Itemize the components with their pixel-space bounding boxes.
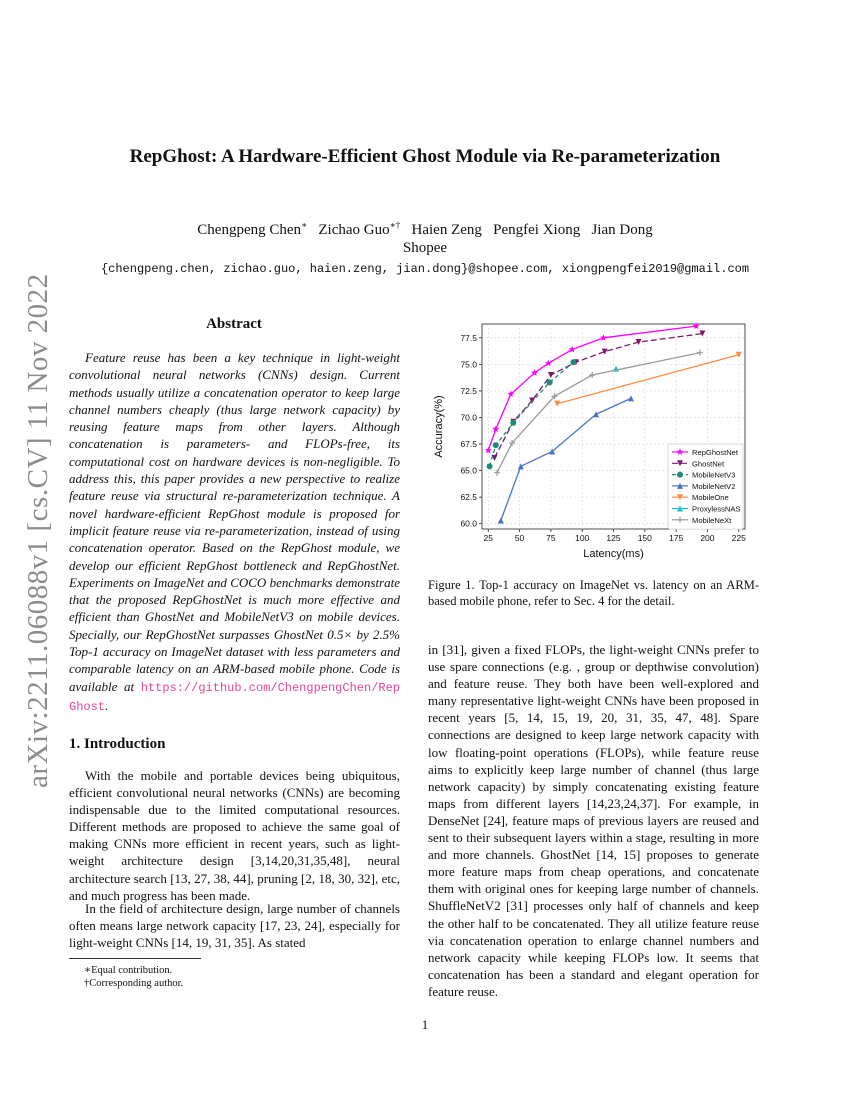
paper-title: RepGhost: A Hardware-Efficient Ghost Module via Re-parameterization (129, 146, 721, 167)
author-name: Haien Zeng (411, 222, 482, 238)
x-tick-label: 25 (483, 533, 493, 543)
author-mark: ∗ (301, 220, 308, 230)
y-tick-label: 60.0 (460, 518, 477, 529)
arxiv-stamp: arXiv:2211.06088v1 [cs.CV] 11 Nov 2022 (22, 273, 54, 788)
accuracy-latency-plot (425, 318, 760, 566)
intro-paragraph-3: in [31], given a fixed FLOPs, the light-weight CNNs prefer to use spare connections (e.g. , group or depthwise convolution) and feature reuse. They both have been well-explored and many representative light-weight CNNs have been proposed in recent years [5, 14, 15, 19, 20, 31, 35, 47, 48]. Spare connections are designed to keep large network capacity with low floating-point operations (FLOPs), while feature reuse aims to explicitly keep large number of channel (thus large network capacity) by simply concatenating existing feature maps from different layers [14,23,24,37]. For example, in DenseNet [24], feature maps of previous layers are reused and sent to their subsequent layers within a stage, resulting in more and more channels. GhostNet [14, 15] proposes to generate more feature maps from cheap operations, and concatenate them with original ones for keeping large number of channels. ShuffleNetV2 [31] processes only half of channels and keep the other half to be concatenated. They all utilize feature reuse via concatenation operation to enlarge channel numbers and network capacity while keeping FLOPs low. It seems that concatenation has been a standard and elegant operation for feature reuse. (428, 642, 759, 999)
legend-label-repghostnet: RepGhostNet (692, 448, 739, 457)
y-tick-label: 75.0 (460, 359, 477, 370)
x-tick-label: 125 (606, 533, 621, 543)
abstract-text: Feature reuse has been a key technique in light-weight convolutional neural networks (CNNs) design. Current methods usually utilize a concatenation operator to keep large channel numbers cheaply (thus large network capacity) by reusing feature maps from other layers. Although concatenation is parameters- and FLOPs-free, its computational cost on hardware devices is non-negligible. To address this, this paper provides a new perspective to realize feature reuse via structural re-parameterization technique. A novel hardware-efficient RepGhost module is proposed for implicit feature reuse via re-parameterization, instead of using concatenation operator. Based on the RepGhost module, we develop our efficient RepGhost bottleneck and RepGhostNet. Experiments on ImageNet and COCO benchmarks demonstrate that the proposed RepGhostNet is much more effective and efficient than GhostNet and MobileNetV3 on mobile devices. Specially, our RepGhostNet surpasses GhostNet 0.5× by 2.5% Top-1 accuracy on ImageNet dataset with less parameters and comparable latency on an ARM-based mobile phone. Code is available at (69, 350, 400, 694)
x-tick-label: 150 (637, 533, 652, 543)
introduction-heading: 1. Introduction (69, 736, 166, 752)
x-axis-label: Latency(ms) (583, 548, 644, 560)
intro-paragraph-2: In the field of architecture design, large number of channels often means large network capacity [17, 23, 24], especially for light-weight CNNs [14, 19, 31, 35]. As stated (69, 901, 400, 951)
figure-1-chart (425, 318, 760, 566)
x-tick-label: 175 (669, 533, 684, 543)
data-point-mobilenetv3 (487, 463, 493, 469)
y-tick-label: 62.5 (460, 492, 477, 503)
author-name: Chengpeng Chen (197, 222, 302, 238)
code-link[interactable]: https://github.com/ChengpengChen/RepGhost (69, 680, 400, 714)
author-mark: ∗† (389, 220, 401, 230)
legend-label-mobileone: MobileOne (692, 493, 729, 503)
data-point-mobilenetv3 (547, 379, 553, 385)
y-axis-label: Accuracy(%) (433, 395, 445, 458)
legend-marker-mobilenetv3 (677, 472, 683, 478)
legend-label-mobilenetv2: MobileNetV2 (692, 481, 736, 491)
x-tick-label: 50 (514, 533, 525, 543)
data-point-mobilenetv3 (570, 359, 576, 365)
author-emails: {chengpeng.chen, zichao.guo, haien.zeng, jian.dong}@shopee.com, xiongpengfei2019@gmail.com (100, 262, 750, 276)
x-tick-label: 225 (731, 533, 746, 543)
abstract-end: . (105, 697, 109, 713)
abstract-heading: Abstract (206, 316, 262, 332)
page-number: 1 (421, 1017, 429, 1032)
author-name: Zichao Guo (318, 222, 390, 238)
footnote-divider (69, 958, 201, 959)
author-list (0, 220, 850, 239)
affiliation: Shopee (402, 240, 448, 256)
footnote-corresponding-author: †Corresponding author. (84, 978, 184, 989)
abstract-body (69, 349, 400, 716)
author-name: Pengfei Xiong (493, 222, 581, 238)
legend-label-mobilenetv3: MobileNetV3 (692, 470, 736, 480)
y-tick-label: 65.0 (460, 465, 477, 476)
x-tick-label: 200 (700, 533, 715, 543)
y-tick-label: 70.0 (460, 412, 477, 423)
legend-label-ghostnet: GhostNet (692, 459, 725, 469)
y-tick-label: 72.5 (460, 385, 477, 396)
footnote-equal-contribution: ∗Equal contribution. (84, 965, 173, 976)
intro-paragraph-1: With the mobile and portable devices being ubiquitous, efficient convolutional neural networks (CNNs) are becoming indispensable due to the limited computational resources. Different methods are proposed to achieve the same goal of making CNNs more efficient in recent years, such as light-weight architecture design [3,14,20,31,35,48], neural architecture search [13, 27, 38, 44], pruning [2, 18, 30, 32], etc, and much progress has been made. (69, 768, 400, 903)
data-point-mobilenetv3 (493, 442, 499, 448)
author-name: Jian Dong (591, 222, 653, 238)
y-tick-label: 77.5 (460, 332, 477, 343)
x-tick-label: 100 (575, 533, 590, 543)
y-tick-label: 67.5 (460, 439, 477, 450)
legend-label-proxylessnas: ProxylessNAS (692, 504, 741, 514)
legend-label-mobilenext: MobileNeXt (692, 515, 732, 525)
x-tick-label: 75 (546, 533, 556, 543)
figure-1-caption: Figure 1. Top-1 accuracy on ImageNet vs. latency on an ARM-based mobile phone, refer to Sec. 4 for the detail. (428, 578, 759, 608)
data-point-mobilenetv3 (510, 420, 516, 426)
